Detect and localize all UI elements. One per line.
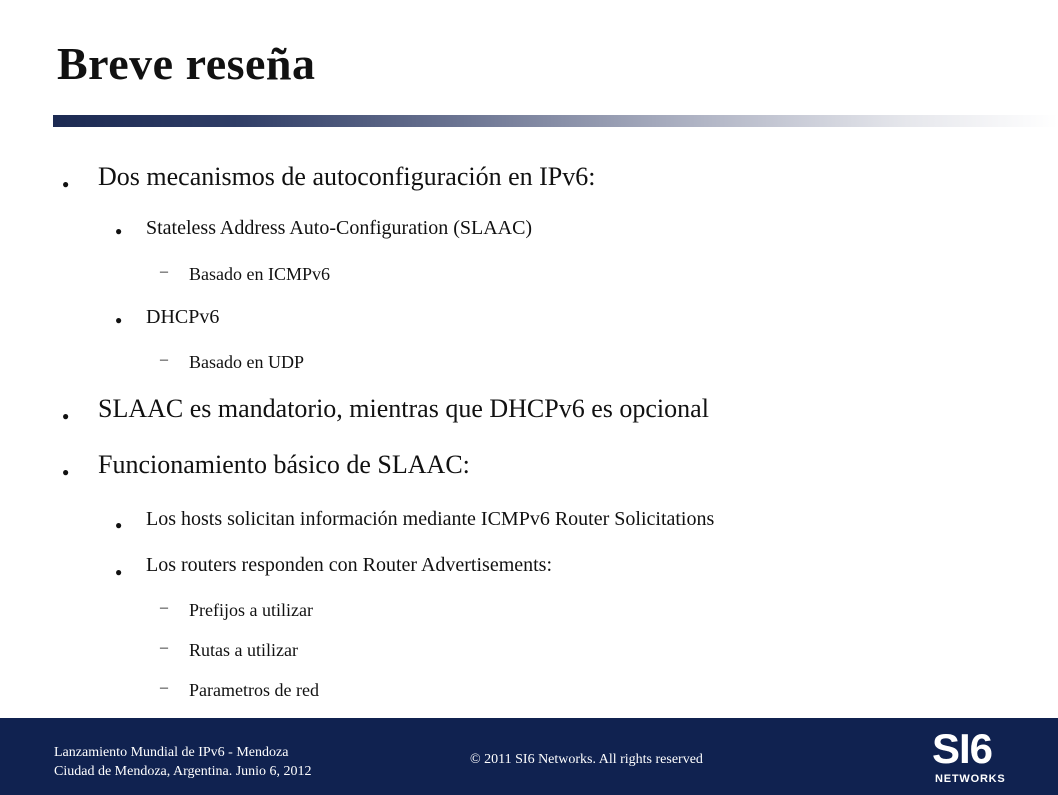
dash-icon: – [160, 599, 168, 616]
bullet-routes: Rutas a utilizar [189, 640, 298, 660]
bullet-icon: ● [62, 177, 70, 191]
bullet-network-params: Parametros de red [189, 680, 319, 700]
logo-subtext: NETWORKS [935, 773, 1006, 785]
slide-title: Breve reseña [57, 38, 316, 89]
bullet-autoconfig-mechanisms: Dos mecanismos de autoconfiguración en IPv6: [98, 162, 596, 191]
bullet-dhcpv6-udp: Basado en UDP [189, 352, 304, 372]
dash-icon: – [160, 351, 168, 368]
bullet-slaac-mandatory: SLAAC es mandatorio, mientras que DHCPv6 es opcional [98, 394, 709, 423]
bullet-icon: ● [115, 224, 123, 238]
bullet-router-advertisements: Los routers responden con Router Advertisements: [146, 554, 553, 576]
bullet-icon: ● [115, 518, 123, 532]
event-name: Lanzamiento Mundial de IPv6 - Mendoza [54, 745, 289, 760]
bullet-icon: ● [62, 409, 70, 423]
logo-wordmark: SI6 [932, 725, 993, 772]
bullet-icon: ● [62, 465, 70, 479]
bullet-prefixes: Prefijos a utilizar [189, 600, 313, 620]
copyright-notice: © 2011 SI6 Networks. All rights reserved [470, 752, 703, 767]
bullet-router-solicitations: Los hosts solicitan información mediante ICMPv6 Router Solicitations [146, 508, 715, 530]
footer-bar [0, 716, 1058, 795]
bullet-icon: ● [115, 313, 123, 327]
bullet-dhcpv6: DHCPv6 [146, 306, 220, 328]
bullet-slaac-icmpv6: Basado en ICMPv6 [189, 264, 330, 284]
bullet-icon: ● [115, 565, 123, 579]
si6-networks-logo [930, 725, 1010, 786]
event-location-date: Ciudad de Mendoza, Argentina. Junio 6, 2012 [54, 764, 312, 779]
dash-icon: – [160, 639, 168, 656]
bullet-slaac-basics: Funcionamiento básico de SLAAC: [98, 450, 470, 479]
bullet-slaac: Stateless Address Auto-Configuration (SLAAC) [146, 217, 533, 239]
event-info [54, 743, 312, 781]
dash-icon: – [160, 263, 168, 280]
dash-icon: – [160, 679, 168, 696]
